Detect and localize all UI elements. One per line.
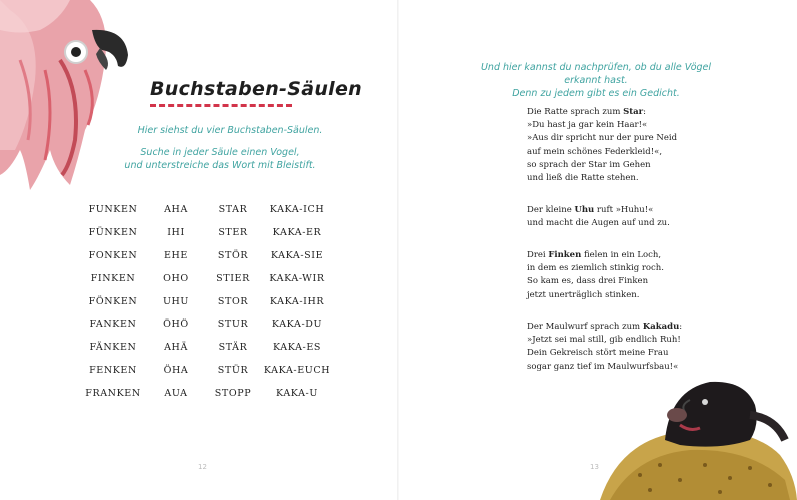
poem [527,204,670,230]
title-underline [150,101,292,107]
column-word[interactable]: ÖHA [163,365,189,376]
poem-text: Drei [527,250,549,260]
poem-line [527,262,664,275]
bird-name: Kakadu [642,322,680,332]
poem-line [527,106,677,119]
poem-text: jetzt unerträglich stinken. [527,289,640,300]
column-word[interactable]: KAKA-ES [273,342,321,353]
column-word[interactable]: KAKA-DU [271,319,323,330]
poem-text: fielen in ein Loch, [581,250,662,260]
column-word[interactable]: AUA [164,388,188,399]
poem-text: So kam es, dass drei Finken [527,276,649,287]
letter-column-1 [80,203,146,410]
column-word[interactable]: KAKA-EUCH [263,365,331,376]
answer-intro-line: Denn zu jedem gibt es ein Gedicht. [512,88,680,99]
poem-text: sogar ganz tief im Maulwurfsbau!« [527,361,679,372]
column-word[interactable]: STAR [218,204,248,215]
poem-text: : [643,107,647,117]
letter-column-4 [262,203,332,410]
poem-text: Dein Gekreisch stört meine Frau [527,348,669,359]
instruction-text [120,146,320,172]
poem-text: in dem es ziemlich stinkig roch. [527,263,664,274]
poem-text: : [679,322,683,332]
column-word[interactable]: FÄNKEN [89,342,137,353]
bird-name: Finken [548,250,582,260]
column-word[interactable]: STOPP [214,388,252,399]
poem-line [527,361,682,374]
poem-text: »Du hast ja gar kein Haar!« [527,120,648,131]
column-word[interactable]: STIER [216,273,250,284]
column-word[interactable]: KAKA-ICH [269,204,325,215]
poem-text: auf mein schönes Federkleid!«, [527,146,663,157]
poem-text: und ließ die Ratte stehen. [527,173,639,184]
poem-text: »Aus dir spricht nur der pure Neid [527,133,678,144]
column-word[interactable]: EHE [164,250,188,261]
poem-line [527,132,677,145]
column-word[interactable]: UHU [162,296,190,307]
page-title: Buchstaben-Säulen [150,78,362,100]
column-word[interactable]: IHI [167,227,185,238]
letter-column-2 [148,203,204,410]
poem-line [527,334,682,347]
answer-intro-line: Und hier kannst du nachprüfen, ob du alle Vögel erkannt hast. [480,62,712,86]
instruction-line: Suche in jeder Säule einen Vogel, [140,147,300,158]
poem-line [527,321,682,334]
page-number-left: 12 [198,463,207,471]
poem-line [527,275,664,288]
poem-line [527,159,677,172]
instruction-line: und unterstreiche das Wort mit Bleistift. [124,160,316,171]
column-word[interactable]: AHÄ [164,342,188,353]
column-word[interactable]: KAKA-IHR [269,296,325,307]
poem [527,249,664,302]
column-word[interactable]: FINKEN [90,273,136,284]
cockatoo-illustration [0,0,140,200]
column-word[interactable]: FONKEN [88,250,138,261]
poem [527,106,677,185]
poem-line [527,119,677,132]
column-word[interactable]: STUR [217,319,249,330]
poem-text: Der Maulwurf sprach zum [527,322,643,332]
poem-line [527,249,664,262]
column-word[interactable]: STER [218,227,248,238]
poem-line [527,347,682,360]
book-gutter [397,0,399,500]
column-word[interactable]: FUNKEN [88,204,138,215]
column-word[interactable]: FENKEN [89,365,137,376]
poem-line [527,217,670,230]
poem-line [527,146,677,159]
poem-line [527,204,670,217]
poem-text: Der kleine [527,205,575,215]
poem-text: Die Ratte sprach zum [527,107,624,117]
column-word[interactable]: STÄR [218,342,248,353]
bird-name: Star [623,107,644,117]
letter-column-3 [205,203,261,410]
column-word[interactable]: STÜR [217,365,249,376]
poem-text: und macht die Augen auf und zu. [527,218,670,229]
column-word[interactable]: KAKA-SIE [270,250,324,261]
intro-text: Hier siehst du vier Buchstaben-Säulen. [137,125,323,136]
column-word[interactable]: OHO [163,273,189,284]
column-word[interactable]: STOR [217,296,249,307]
poem-text: ruft »Huhu!« [594,205,654,215]
column-word[interactable]: KAKA-U [276,388,318,399]
column-word[interactable]: STÖR [217,250,249,261]
poem-line [527,289,664,302]
column-word[interactable]: FRANKEN [85,388,141,399]
column-word[interactable]: KAKA-ER [272,227,322,238]
page-number-right: 13 [590,463,599,471]
column-word[interactable]: FÜNKEN [88,227,138,238]
answer-intro [470,61,722,100]
poem-text: so sprach der Star im Gehen [527,159,651,170]
poem [527,321,682,374]
column-word[interactable]: AHA [164,204,188,215]
column-word[interactable]: FÖNKEN [88,296,138,307]
column-word[interactable]: ÖHÖ [163,319,189,330]
column-word[interactable]: FANKEN [89,319,137,330]
mole-illustration [580,370,797,500]
bird-name: Uhu [574,205,595,215]
poem-line [527,172,677,185]
column-word[interactable]: KAKA-WIR [269,273,325,284]
poem-text: »Jetzt sei mal still, gib endlich Ruh! [527,335,681,346]
